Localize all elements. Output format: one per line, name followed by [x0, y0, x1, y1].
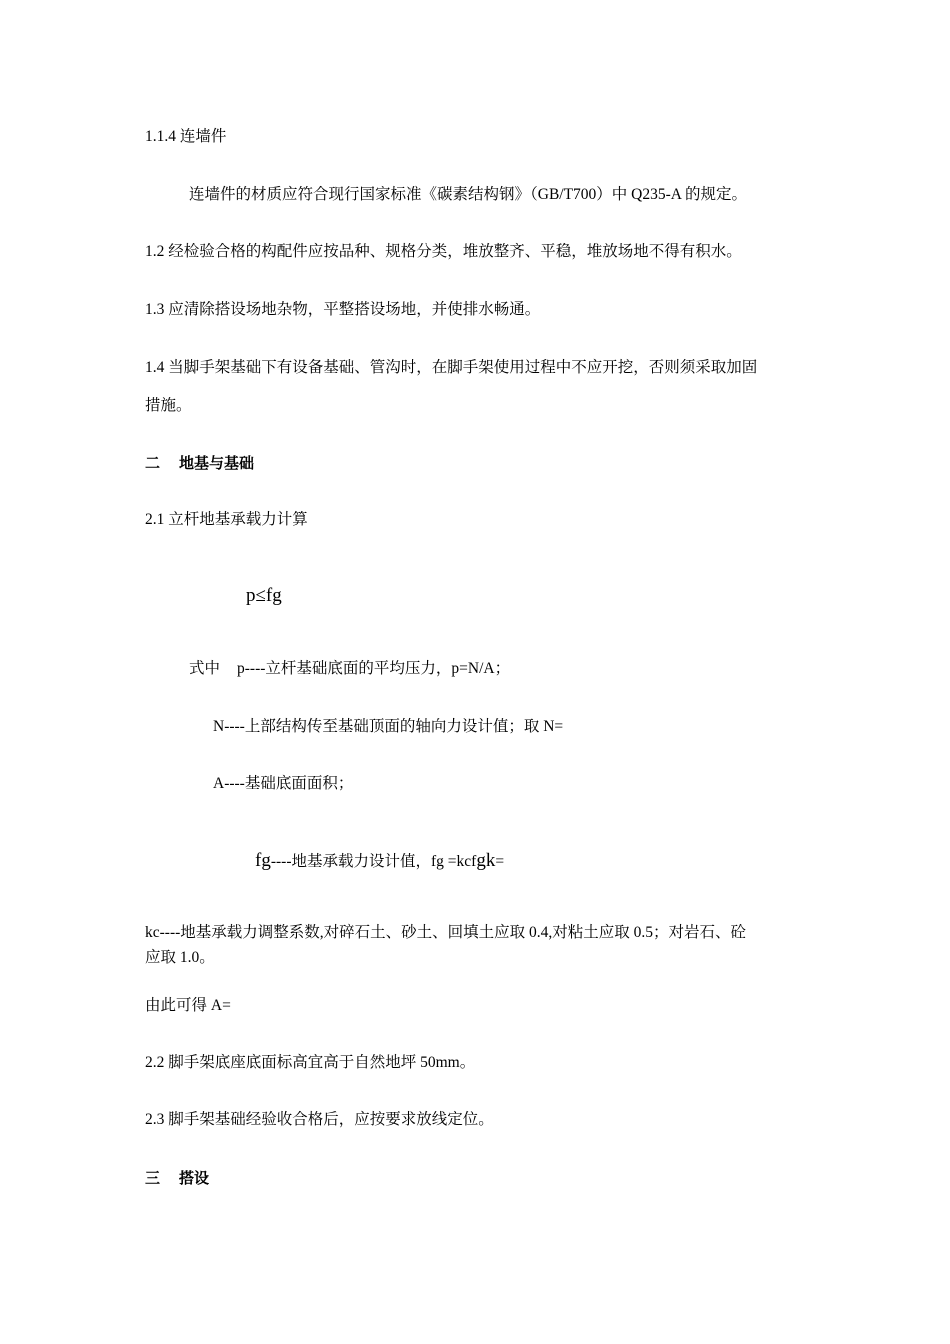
- where-label: 式中: [189, 660, 221, 677]
- section-heading-3: [145, 1166, 209, 1190]
- where-p-definition: p----立杆基础底面的平均压力，p=N/A；: [237, 660, 511, 677]
- paragraph-1-2: 1.2 经检验合格的构配件应按品种、规格分类，堆放整齐、平稳，堆放场地不得有积水。: [145, 243, 742, 260]
- fg-description: ----地基承载力设计值，fg =kc: [270, 853, 472, 870]
- subsection-title-1-1-4: 1.1.4 连墙件: [145, 128, 227, 145]
- paragraph-1-3: 1.3 应清除搭设场地杂物，平整搭设场地，并使排水畅通。: [145, 301, 541, 318]
- fg-f2: f: [471, 853, 477, 870]
- section-heading-2: [145, 451, 254, 475]
- paragraph-wall-connector-material: 连墙件的材质应符合现行国家标准《碳素结构钢》（GB/T700）中 Q235-A 的规定。: [189, 186, 748, 203]
- paragraph-1-4-line1: 1.4 当脚手架基础下有设备基础、管沟时，在脚手架使用过程中不应开挖，否则须采取加固: [145, 359, 758, 376]
- fg-end: =: [495, 853, 505, 870]
- formula-p-le-f: p≤f: [246, 585, 273, 606]
- paragraph-1-4-line2: 措施。: [145, 397, 192, 414]
- section-number: 三: [145, 1169, 161, 1187]
- section-title: 地基与基础: [179, 454, 255, 472]
- formula-where-p: [189, 657, 510, 681]
- formula-bearing-capacity: [246, 584, 282, 608]
- section-number: 二: [145, 454, 161, 472]
- paragraph-2-1: 2.1 立杆地基承载力计算: [145, 511, 308, 528]
- paragraph-kc-line1: kc----地基承载力调整系数,对碎石土、砂土、回填土应取 0.4,对粘土应取 0.5；对岩石、砼: [145, 924, 747, 941]
- where-N-definition: N----上部结构传至基础顶面的轴向力设计值；取 N=: [213, 718, 564, 735]
- paragraph-kc-line2: 应取 1.0。: [145, 949, 215, 966]
- fg-gk: gk: [476, 850, 496, 871]
- paragraph-2-3: 2.3 脚手架基础经验收合格后，应按要求放线定位。: [145, 1111, 494, 1128]
- formula-subscript-g: g: [272, 585, 282, 606]
- where-A-definition: A----基础底面面积；: [213, 775, 354, 792]
- paragraph-2-2: 2.2 脚手架底座底面标高宜高于自然地坪 50mm。: [145, 1054, 476, 1071]
- where-fg-definition: [255, 849, 504, 874]
- fg-f: f: [255, 850, 262, 871]
- paragraph-derive-A: 由此可得 A=: [145, 997, 231, 1014]
- section-title: 搭设: [179, 1169, 210, 1187]
- fg-g: g: [261, 850, 271, 871]
